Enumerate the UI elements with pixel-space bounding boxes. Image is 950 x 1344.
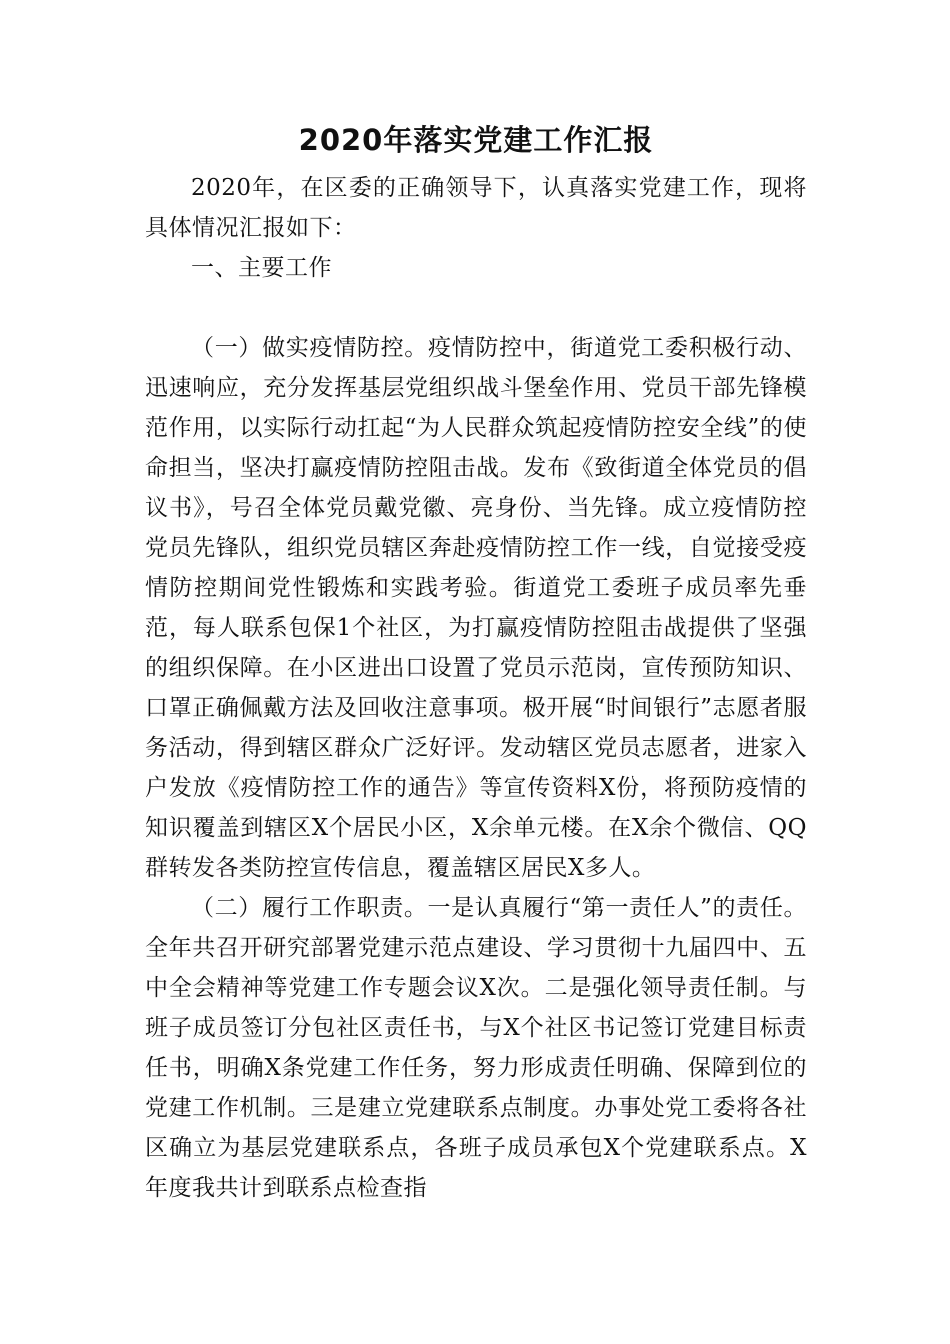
paragraph-work-duties: （二）履行工作职责。一是认真履行“第一责任人”的责任。全年共召开研究部署党建示范点建设、学习贯彻十九届四中、五中全会精神等党建工作专题会议X次。二是强化领导责任制。与班子成员签订分包社区责任书，与X个社区书记签订党建目标责任书，明确X条党建工作任务，努力形成责任明确、保障到位的党建工作机制。三是建立党建联系点制度。办事处党工委将各社区确立为基层党建联系点，各班子成员承包X个党建联系点。X年度我共计到联系点检查指 bbox=[145, 895, 807, 1201]
intro-paragraph: 2020年，在区委的正确领导下，认真落实党建工作，现将具体情况汇报如下： bbox=[145, 175, 807, 241]
section-heading-main-work: 一、主要工作 bbox=[191, 255, 332, 281]
document-title: 2020年落实党建工作汇报 bbox=[298, 123, 654, 157]
document-page bbox=[145, 112, 807, 1208]
paragraph-epidemic-control: （一）做实疫情防控。疫情防控中，街道党工委积极行动、迅速响应，充分发挥基层党组织战斗堡垒作用、党员干部先锋模范作用，以实际行动扛起“为人民群众筑起疫情防控安全线”的使命担当，坚决打赢疫情防控阻击战。发布《致街道全体党员的倡议书》，号召全体党员戴党徽、亮身份、当先锋。成立疫情防控党员先锋队，组织党员辖区奔赴疫情防控工作一线，自觉接受疫情防控期间党性锻炼和实践考验。街道党工委班子成员率先垂范，每人联系包保1个社区，为打赢疫情防控阻击战提供了坚强的组织保障。在小区进出口设置了党员示范岗，宣传预防知识、口罩正确佩戴方法及回收注意事项。极开展“时间银行”志愿者服务活动，得到辖区群众广泛好评。发动辖区党员志愿者，进家入户发放《疫情防控工作的通告》等宣传资料X份，将预防疫情的知识覆盖到辖区X个居民小区，X余单元楼。在X余个微信、QQ群转发各类防控宣传信息，覆盖辖区居民X多人。 bbox=[145, 335, 807, 881]
blank-line bbox=[145, 288, 807, 328]
